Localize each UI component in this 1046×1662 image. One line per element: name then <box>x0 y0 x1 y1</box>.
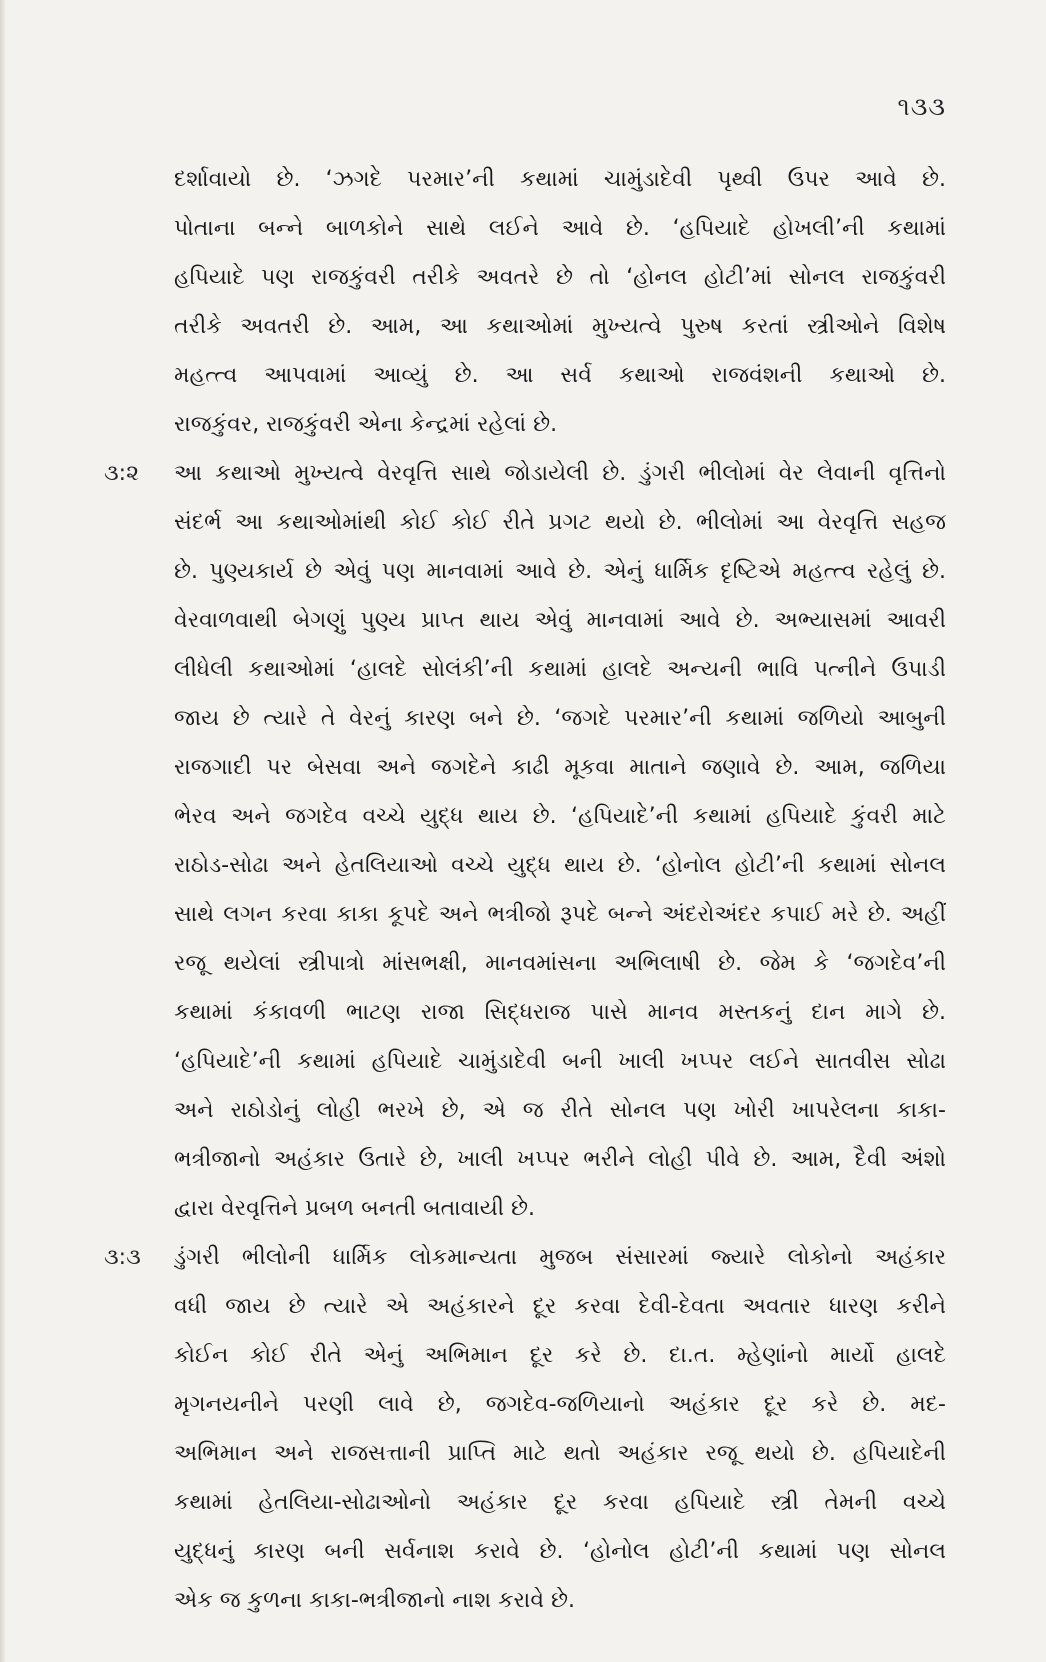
text-line: રજૂ થયેલાં સ્ત્રીપાત્રો માંસભક્ષી, માનવમાંસના અભિલાષી છે. જેમ કે ‘જગદેવ’ની <box>174 951 946 976</box>
text-line: યુદ્ધનું કારણ બની સર્વનાશ કરાવે છે. ‘હોનોલ હોટી’ની કથામાં પણ સોનલ <box>174 1539 946 1564</box>
text-line: અને રાઠોડોનું લોહી ભરખે છે, એ જ રીતે સોનલ પણ ખોરી ખાપરેલના કાકા- <box>174 1098 946 1123</box>
text-line: ભત્રીજાનો અહંકાર ઉતારે છે, ખાલી ખપ્પર ભરીને લોહી પીવે છે. આમ, દૈવી અંશો <box>174 1147 946 1172</box>
text-line: રાજગાદી પર બેસવા અને જગદેને કાઢી મૂકવા માતાને જણાવે છે. આમ, જળિયા <box>174 755 946 780</box>
intro-paragraph <box>104 155 946 449</box>
text-line: રાઠોડ-સોઢા અને હેતલિયાઓ વચ્ચે યુદ્ધ થાય છે. ‘હોનોલ હોટી’ની કથામાં સોનલ <box>174 853 946 878</box>
text-line: ‘હપિયાદે’ની કથામાં હપિયાદે ચામુંડાદેવી બની ખાલી ખપ્પર લઈને સાતવીસ સોઢા <box>174 1049 946 1074</box>
text-line: મહત્ત્વ આપવામાં આવ્યું છે. આ સર્વ કથાઓ રાજવંશની કથાઓ છે. <box>174 363 946 388</box>
text-line: પોતાના બન્ને બાળકોને સાથે લઈને આવે છે. ‘હપિયાદે હોખલી’ની કથામાં <box>174 216 946 241</box>
text-line: અભિમાન અને રાજસત્તાની પ્રાપ્તિ માટે થતો અહંકાર રજૂ થયો છે. હપિયાદેની <box>174 1441 946 1466</box>
text-line: રાજકુંવર, રાજકુંવરી એના કેન્દ્રમાં રહેલાં છે. <box>174 412 558 437</box>
text-line: ડુંગરી ભીલોની ધાર્મિક લોકમાન્યતા મુજબ સંસારમાં જ્યારે લોકોનો અહંકાર <box>174 1245 946 1270</box>
text-line: વધી જાય છે ત્યારે એ અહંકારને દૂર કરવા દેવી-દેવતા અવતાર ધારણ કરીને <box>174 1294 946 1319</box>
text-line: દ્વારા વેરવૃત્તિને પ્રબળ બનતી બતાવાયી છે. <box>174 1196 536 1221</box>
text-line: આ કથાઓ મુખ્યત્વે વેરવૃત્તિ સાથે જોડાયેલી છે. ડુંગરી ભીલોમાં વેર લેવાની વૃત્તિનો <box>174 461 946 486</box>
text-line: હપિયાદે પણ રાજકુંવરી તરીકે અવતરે છે તો ‘હોનલ હોટી’માં સોનલ રાજકુંવરી <box>174 265 946 290</box>
text-line: છે. પુણ્યકાર્ય છે એવું પણ માનવામાં આવે છે. એનું ધાર્મિક દૃષ્ટિએ મહત્ત્વ રહેલું છે. <box>174 559 946 584</box>
text-line: તરીકે અવતરી છે. આમ, આ કથાઓમાં મુખ્યત્વે પુરુષ કરતાં સ્ત્રીઓને વિશેષ <box>174 314 946 339</box>
text-line: સાથે લગન કરવા કાકા કૂપદે અને ભત્રીજો રૂપદે બન્ને અંદરોઅંદર કપાઈ મરે છે. અહીં <box>174 902 946 927</box>
text-line: એક જ કુળના કાકા-ભત્રીજાનો નાશ કરાવે છે. <box>174 1588 576 1613</box>
text-line: જાય છે ત્યારે તે વેરનું કારણ બને છે. ‘જગદે પરમાર’ની કથામાં જળિયો આબુની <box>174 706 946 731</box>
section-paragraph <box>174 449 946 1233</box>
page-number: ૧૩૩ <box>897 92 946 121</box>
section-paragraph <box>174 1233 946 1625</box>
section-3-2 <box>104 449 946 1233</box>
text-line: લીધેલી કથાઓમાં ‘હાલદે સોલંકી’ની કથામાં હાલદે અન્યની ભાવિ પત્નીને ઉપાડી <box>174 657 946 682</box>
page-content <box>104 155 946 1625</box>
text-line: દર્શાવાયો છે. ‘ઝગદે પરમાર’ની કથામાં ચામુંડાદેવી પૃથ્વી ઉપર આવે છે. <box>174 167 946 192</box>
text-line: કોઈન કોઈ રીતે એનું અભિમાન દૂર કરે છે. દા.ત. મ્હેણાંનો માર્યો હાલદે <box>174 1343 946 1368</box>
text-line: વેરવાળવાથી બેગણું પુણ્ય પ્રાપ્ત થાય એવું માનવામાં આવે છે. અભ્યાસમાં આવરી <box>174 608 946 633</box>
text-line: મૃગનયનીને પરણી લાવે છે, જગદેવ-જળિયાનો અહંકાર દૂર કરે છે. મદ- <box>174 1392 946 1417</box>
section-3-3 <box>104 1233 946 1625</box>
section-number: ૩:૨ <box>104 461 139 486</box>
page-binding-edge <box>0 0 6 1662</box>
text-line: સંદર્ભ આ કથાઓમાંથી કોઈ કોઈ રીતે પ્રગટ થયો છે. ભીલોમાં આ વેરવૃત્તિ સહજ <box>174 510 946 535</box>
text-line: કથામાં હેતલિયા-સોઢાઓનો અહંકાર દૂર કરવા હપિયાદે સ્ત્રી તેમની વચ્ચે <box>174 1490 946 1515</box>
text-line: કથામાં કંકાવળી ભાટણ રાજા સિદ્ધરાજ પાસે માનવ મસ્તકનું દાન માગે છે. <box>174 1000 946 1025</box>
section-number: ૩:૩ <box>104 1245 141 1270</box>
text-line: ભેરવ અને જગદેવ વચ્ચે યુદ્ધ થાય છે. ‘હપિયાદે’ની કથામાં હપિયાદે કુંવરી માટે <box>174 804 946 829</box>
